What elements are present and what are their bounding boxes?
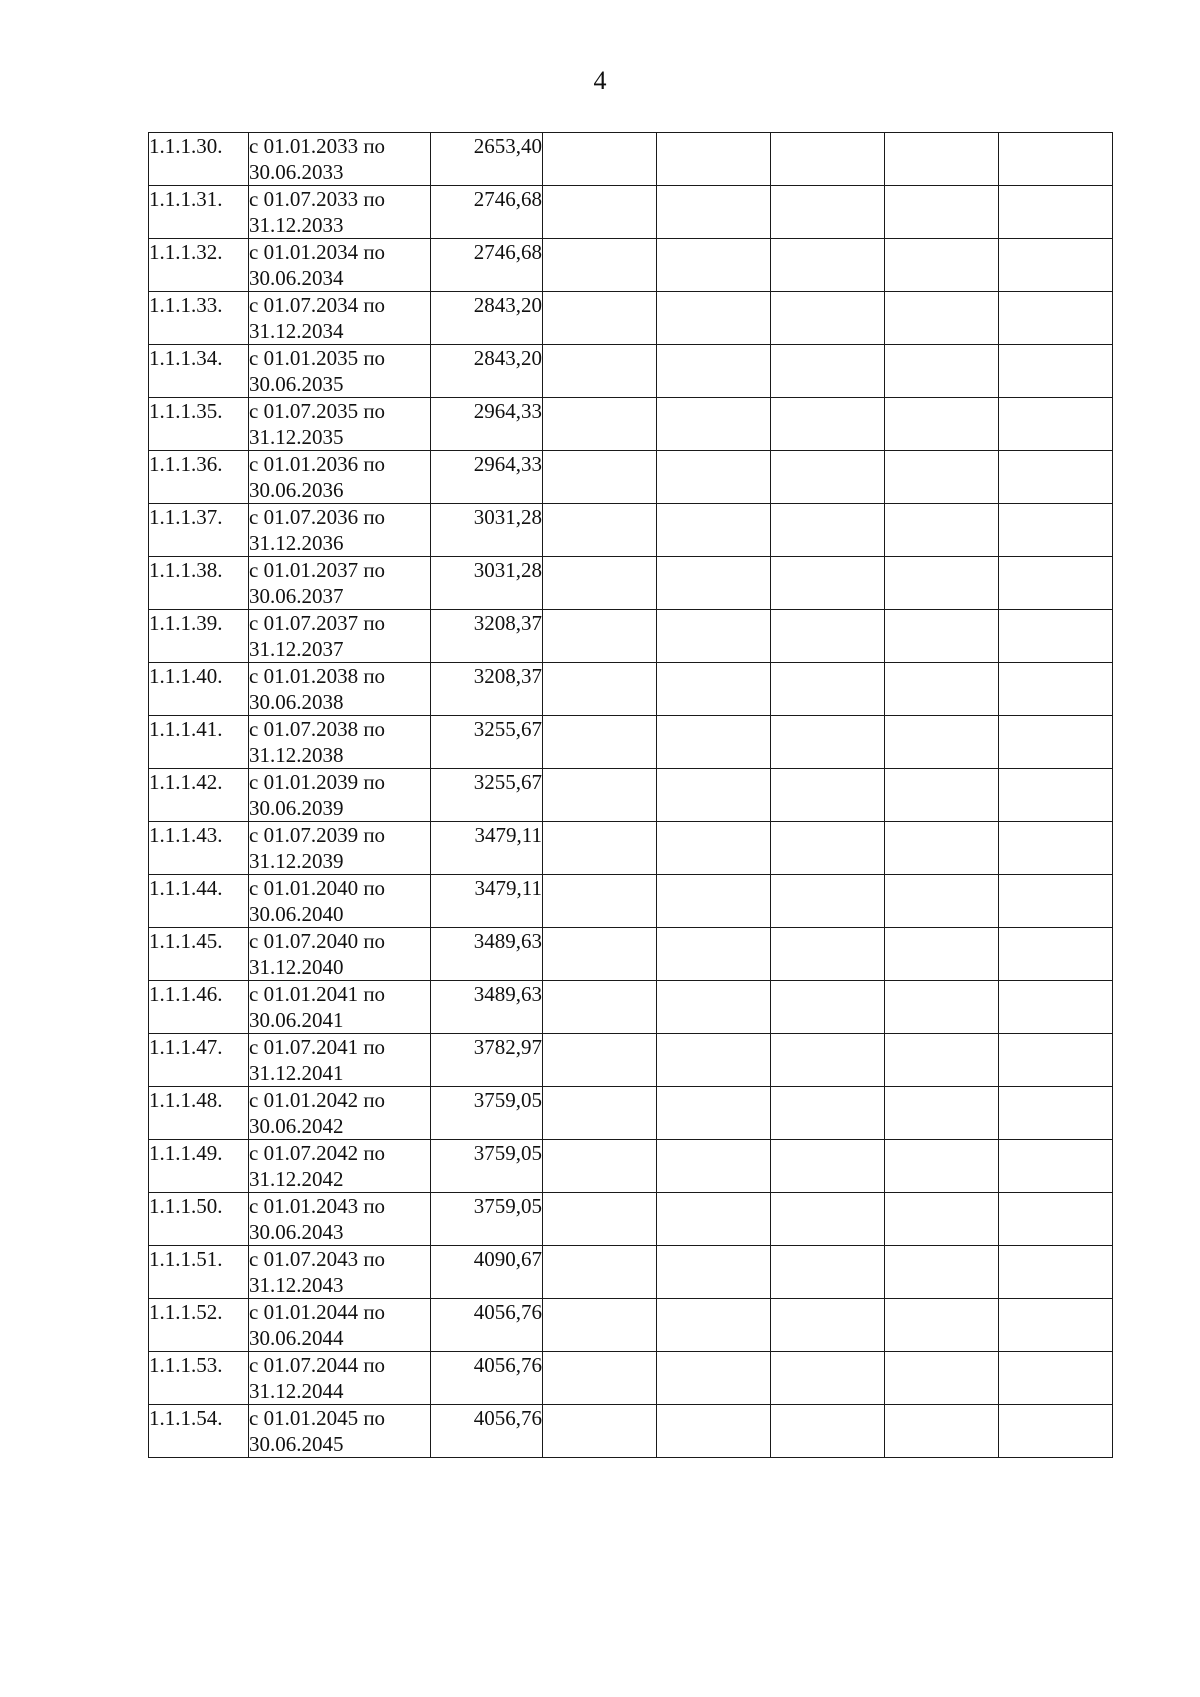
empty-cell bbox=[999, 610, 1113, 663]
empty-cell bbox=[657, 610, 771, 663]
period-start: с 01.01.2034 по bbox=[249, 240, 386, 264]
table-row bbox=[149, 1034, 1113, 1087]
table-row bbox=[149, 1405, 1113, 1458]
value-cell: 3479,11 bbox=[431, 822, 543, 875]
empty-cell bbox=[657, 451, 771, 504]
item-number-cell: 1.1.1.52. bbox=[149, 1299, 249, 1352]
period-start: с 01.07.2037 по bbox=[249, 611, 386, 635]
period-cell bbox=[249, 1246, 431, 1299]
empty-cell bbox=[885, 1246, 999, 1299]
empty-cell bbox=[999, 557, 1113, 610]
value-cell: 3031,28 bbox=[431, 504, 543, 557]
empty-cell bbox=[885, 1405, 999, 1458]
empty-cell bbox=[771, 663, 885, 716]
value-cell: 3208,37 bbox=[431, 663, 543, 716]
empty-cell bbox=[885, 398, 999, 451]
period-end: 30.06.2040 bbox=[249, 902, 344, 926]
empty-cell bbox=[885, 769, 999, 822]
empty-cell bbox=[885, 981, 999, 1034]
period-end: 30.06.2036 bbox=[249, 478, 344, 502]
empty-cell bbox=[543, 504, 657, 557]
value-cell: 2843,20 bbox=[431, 345, 543, 398]
item-number-cell: 1.1.1.48. bbox=[149, 1087, 249, 1140]
empty-cell bbox=[999, 1405, 1113, 1458]
period-cell bbox=[249, 1299, 431, 1352]
empty-cell bbox=[771, 345, 885, 398]
empty-cell bbox=[771, 504, 885, 557]
period-cell bbox=[249, 504, 431, 557]
period-end: 31.12.2044 bbox=[249, 1379, 344, 1403]
period-end: 30.06.2045 bbox=[249, 1432, 344, 1456]
empty-cell bbox=[657, 292, 771, 345]
empty-cell bbox=[543, 186, 657, 239]
period-end: 30.06.2042 bbox=[249, 1114, 344, 1138]
empty-cell bbox=[771, 769, 885, 822]
empty-cell bbox=[999, 239, 1113, 292]
page-number: 4 bbox=[593, 66, 607, 95]
period-start: с 01.07.2043 по bbox=[249, 1247, 386, 1271]
empty-cell bbox=[999, 451, 1113, 504]
empty-cell bbox=[543, 1352, 657, 1405]
period-end: 31.12.2033 bbox=[249, 213, 344, 237]
period-start: с 01.07.2035 по bbox=[249, 399, 386, 423]
empty-cell bbox=[999, 1193, 1113, 1246]
period-start: с 01.01.2043 по bbox=[249, 1194, 386, 1218]
value-cell: 3255,67 bbox=[431, 769, 543, 822]
table-row bbox=[149, 663, 1113, 716]
empty-cell bbox=[657, 186, 771, 239]
value-cell: 3255,67 bbox=[431, 716, 543, 769]
period-end: 31.12.2042 bbox=[249, 1167, 344, 1191]
table-row bbox=[149, 1087, 1113, 1140]
period-cell bbox=[249, 1405, 431, 1458]
item-number-cell: 1.1.1.35. bbox=[149, 398, 249, 451]
table-body bbox=[149, 133, 1113, 1458]
empty-cell bbox=[657, 1246, 771, 1299]
empty-cell bbox=[771, 981, 885, 1034]
item-number-cell: 1.1.1.43. bbox=[149, 822, 249, 875]
item-number-cell: 1.1.1.41. bbox=[149, 716, 249, 769]
value-cell: 2964,33 bbox=[431, 398, 543, 451]
period-start: с 01.01.2042 по bbox=[249, 1088, 386, 1112]
empty-cell bbox=[543, 822, 657, 875]
empty-cell bbox=[657, 981, 771, 1034]
period-cell bbox=[249, 663, 431, 716]
value-cell: 2964,33 bbox=[431, 451, 543, 504]
period-end: 30.06.2033 bbox=[249, 160, 344, 184]
period-start: с 01.01.2045 по bbox=[249, 1406, 386, 1430]
empty-cell bbox=[657, 239, 771, 292]
empty-cell bbox=[771, 1034, 885, 1087]
tariff-table bbox=[148, 132, 1113, 1458]
value-cell: 4056,76 bbox=[431, 1352, 543, 1405]
empty-cell bbox=[771, 133, 885, 186]
value-cell: 3489,63 bbox=[431, 928, 543, 981]
empty-cell bbox=[543, 133, 657, 186]
empty-cell bbox=[543, 610, 657, 663]
period-cell bbox=[249, 1087, 431, 1140]
empty-cell bbox=[885, 1193, 999, 1246]
value-cell: 2843,20 bbox=[431, 292, 543, 345]
period-cell bbox=[249, 1193, 431, 1246]
empty-cell bbox=[885, 928, 999, 981]
table-row bbox=[149, 875, 1113, 928]
empty-cell bbox=[771, 239, 885, 292]
empty-cell bbox=[885, 1087, 999, 1140]
table-row bbox=[149, 769, 1113, 822]
item-number-cell: 1.1.1.47. bbox=[149, 1034, 249, 1087]
value-cell: 4056,76 bbox=[431, 1405, 543, 1458]
empty-cell bbox=[543, 1087, 657, 1140]
empty-cell bbox=[543, 1299, 657, 1352]
value-cell: 3759,05 bbox=[431, 1140, 543, 1193]
value-cell: 3479,11 bbox=[431, 875, 543, 928]
period-start: с 01.07.2042 по bbox=[249, 1141, 386, 1165]
empty-cell bbox=[771, 186, 885, 239]
period-cell bbox=[249, 875, 431, 928]
period-cell bbox=[249, 610, 431, 663]
period-end: 31.12.2035 bbox=[249, 425, 344, 449]
item-number-cell: 1.1.1.44. bbox=[149, 875, 249, 928]
empty-cell bbox=[885, 610, 999, 663]
empty-cell bbox=[885, 1352, 999, 1405]
empty-cell bbox=[543, 981, 657, 1034]
period-cell bbox=[249, 928, 431, 981]
empty-cell bbox=[771, 1299, 885, 1352]
period-end: 30.06.2044 bbox=[249, 1326, 344, 1350]
value-cell: 2653,40 bbox=[431, 133, 543, 186]
empty-cell bbox=[771, 610, 885, 663]
table-row bbox=[149, 1140, 1113, 1193]
empty-cell bbox=[657, 504, 771, 557]
empty-cell bbox=[885, 133, 999, 186]
table-row bbox=[149, 716, 1113, 769]
period-end: 31.12.2038 bbox=[249, 743, 344, 767]
item-number-cell: 1.1.1.31. bbox=[149, 186, 249, 239]
item-number-cell: 1.1.1.53. bbox=[149, 1352, 249, 1405]
period-cell bbox=[249, 716, 431, 769]
empty-cell bbox=[657, 928, 771, 981]
empty-cell bbox=[543, 1193, 657, 1246]
empty-cell bbox=[771, 875, 885, 928]
empty-cell bbox=[657, 1034, 771, 1087]
empty-cell bbox=[543, 1140, 657, 1193]
period-end: 30.06.2043 bbox=[249, 1220, 344, 1244]
period-start: с 01.01.2040 по bbox=[249, 876, 386, 900]
empty-cell bbox=[771, 1140, 885, 1193]
empty-cell bbox=[657, 1193, 771, 1246]
empty-cell bbox=[771, 1405, 885, 1458]
empty-cell bbox=[771, 1087, 885, 1140]
table-row bbox=[149, 557, 1113, 610]
item-number-cell: 1.1.1.45. bbox=[149, 928, 249, 981]
empty-cell bbox=[657, 133, 771, 186]
period-start: с 01.07.2040 по bbox=[249, 929, 386, 953]
period-cell bbox=[249, 239, 431, 292]
item-number-cell: 1.1.1.33. bbox=[149, 292, 249, 345]
table-row bbox=[149, 928, 1113, 981]
value-cell: 2746,68 bbox=[431, 239, 543, 292]
period-cell bbox=[249, 345, 431, 398]
empty-cell bbox=[543, 928, 657, 981]
period-cell bbox=[249, 981, 431, 1034]
empty-cell bbox=[657, 345, 771, 398]
period-cell bbox=[249, 1034, 431, 1087]
empty-cell bbox=[771, 557, 885, 610]
period-end: 30.06.2041 bbox=[249, 1008, 344, 1032]
empty-cell bbox=[999, 769, 1113, 822]
empty-cell bbox=[885, 239, 999, 292]
empty-cell bbox=[885, 504, 999, 557]
empty-cell bbox=[999, 663, 1113, 716]
empty-cell bbox=[543, 875, 657, 928]
item-number-cell: 1.1.1.42. bbox=[149, 769, 249, 822]
empty-cell bbox=[771, 716, 885, 769]
empty-cell bbox=[543, 292, 657, 345]
item-number-cell: 1.1.1.30. bbox=[149, 133, 249, 186]
period-start: с 01.01.2039 по bbox=[249, 770, 386, 794]
empty-cell bbox=[999, 292, 1113, 345]
table-row bbox=[149, 133, 1113, 186]
empty-cell bbox=[771, 1246, 885, 1299]
empty-cell bbox=[771, 398, 885, 451]
empty-cell bbox=[885, 716, 999, 769]
period-cell bbox=[249, 1352, 431, 1405]
empty-cell bbox=[999, 345, 1113, 398]
empty-cell bbox=[657, 716, 771, 769]
item-number-cell: 1.1.1.37. bbox=[149, 504, 249, 557]
empty-cell bbox=[657, 1352, 771, 1405]
table-row bbox=[149, 610, 1113, 663]
period-cell bbox=[249, 769, 431, 822]
period-start: с 01.07.2038 по bbox=[249, 717, 386, 741]
table-row bbox=[149, 186, 1113, 239]
period-cell bbox=[249, 186, 431, 239]
period-end: 31.12.2036 bbox=[249, 531, 344, 555]
value-cell: 2746,68 bbox=[431, 186, 543, 239]
empty-cell bbox=[657, 769, 771, 822]
empty-cell bbox=[543, 1405, 657, 1458]
value-cell: 3031,28 bbox=[431, 557, 543, 610]
period-end: 30.06.2039 bbox=[249, 796, 344, 820]
empty-cell bbox=[543, 557, 657, 610]
empty-cell bbox=[885, 875, 999, 928]
empty-cell bbox=[999, 1299, 1113, 1352]
period-start: с 01.01.2037 по bbox=[249, 558, 386, 582]
table-row bbox=[149, 292, 1113, 345]
empty-cell bbox=[657, 822, 771, 875]
empty-cell bbox=[885, 1034, 999, 1087]
item-number-cell: 1.1.1.38. bbox=[149, 557, 249, 610]
item-number-cell: 1.1.1.32. bbox=[149, 239, 249, 292]
period-start: с 01.07.2033 по bbox=[249, 187, 386, 211]
empty-cell bbox=[771, 1352, 885, 1405]
value-cell: 3759,05 bbox=[431, 1087, 543, 1140]
value-cell: 4056,76 bbox=[431, 1299, 543, 1352]
value-cell: 3759,05 bbox=[431, 1193, 543, 1246]
period-start: с 01.07.2041 по bbox=[249, 1035, 386, 1059]
item-number-cell: 1.1.1.46. bbox=[149, 981, 249, 1034]
empty-cell bbox=[543, 451, 657, 504]
period-end: 30.06.2037 bbox=[249, 584, 344, 608]
period-start: с 01.07.2036 по bbox=[249, 505, 386, 529]
period-end: 31.12.2041 bbox=[249, 1061, 344, 1085]
period-cell bbox=[249, 292, 431, 345]
period-start: с 01.01.2036 по bbox=[249, 452, 386, 476]
empty-cell bbox=[885, 1140, 999, 1193]
empty-cell bbox=[999, 981, 1113, 1034]
empty-cell bbox=[771, 1193, 885, 1246]
empty-cell bbox=[999, 822, 1113, 875]
empty-cell bbox=[657, 1299, 771, 1352]
period-start: с 01.01.2035 по bbox=[249, 346, 386, 370]
empty-cell bbox=[999, 716, 1113, 769]
period-end: 30.06.2035 bbox=[249, 372, 344, 396]
period-start: с 01.07.2034 по bbox=[249, 293, 386, 317]
empty-cell bbox=[543, 1246, 657, 1299]
empty-cell bbox=[999, 186, 1113, 239]
period-end: 31.12.2039 bbox=[249, 849, 344, 873]
period-end: 31.12.2040 bbox=[249, 955, 344, 979]
period-start: с 01.07.2044 по bbox=[249, 1353, 386, 1377]
period-cell bbox=[249, 398, 431, 451]
period-start: с 01.01.2033 по bbox=[249, 134, 386, 158]
table-row bbox=[149, 1299, 1113, 1352]
empty-cell bbox=[543, 1034, 657, 1087]
period-cell bbox=[249, 822, 431, 875]
item-number-cell: 1.1.1.36. bbox=[149, 451, 249, 504]
table-row bbox=[149, 822, 1113, 875]
empty-cell bbox=[999, 1246, 1113, 1299]
table-row bbox=[149, 1352, 1113, 1405]
period-end: 30.06.2038 bbox=[249, 690, 344, 714]
period-cell bbox=[249, 1140, 431, 1193]
value-cell: 3208,37 bbox=[431, 610, 543, 663]
item-number-cell: 1.1.1.40. bbox=[149, 663, 249, 716]
table-row bbox=[149, 1193, 1113, 1246]
empty-cell bbox=[999, 398, 1113, 451]
period-end: 30.06.2034 bbox=[249, 266, 344, 290]
empty-cell bbox=[999, 1087, 1113, 1140]
item-number-cell: 1.1.1.54. bbox=[149, 1405, 249, 1458]
empty-cell bbox=[543, 663, 657, 716]
empty-cell bbox=[885, 292, 999, 345]
value-cell: 3489,63 bbox=[431, 981, 543, 1034]
empty-cell bbox=[999, 1140, 1113, 1193]
table-row bbox=[149, 398, 1113, 451]
empty-cell bbox=[543, 398, 657, 451]
item-number-cell: 1.1.1.50. bbox=[149, 1193, 249, 1246]
item-number-cell: 1.1.1.39. bbox=[149, 610, 249, 663]
empty-cell bbox=[885, 663, 999, 716]
item-number-cell: 1.1.1.49. bbox=[149, 1140, 249, 1193]
value-cell: 4090,67 bbox=[431, 1246, 543, 1299]
table-row bbox=[149, 981, 1113, 1034]
empty-cell bbox=[543, 239, 657, 292]
period-cell bbox=[249, 451, 431, 504]
period-start: с 01.01.2038 по bbox=[249, 664, 386, 688]
empty-cell bbox=[543, 769, 657, 822]
period-cell bbox=[249, 557, 431, 610]
value-cell: 3782,97 bbox=[431, 1034, 543, 1087]
empty-cell bbox=[771, 451, 885, 504]
empty-cell bbox=[657, 875, 771, 928]
empty-cell bbox=[999, 928, 1113, 981]
item-number-cell: 1.1.1.34. bbox=[149, 345, 249, 398]
period-end: 31.12.2043 bbox=[249, 1273, 344, 1297]
empty-cell bbox=[999, 875, 1113, 928]
period-start: с 01.01.2044 по bbox=[249, 1300, 386, 1324]
empty-cell bbox=[771, 292, 885, 345]
empty-cell bbox=[885, 1299, 999, 1352]
empty-cell bbox=[543, 716, 657, 769]
period-cell bbox=[249, 133, 431, 186]
period-start: с 01.01.2041 по bbox=[249, 982, 386, 1006]
empty-cell bbox=[999, 1352, 1113, 1405]
empty-cell bbox=[885, 451, 999, 504]
table-row bbox=[149, 504, 1113, 557]
empty-cell bbox=[657, 1087, 771, 1140]
empty-cell bbox=[543, 345, 657, 398]
empty-cell bbox=[657, 1140, 771, 1193]
empty-cell bbox=[771, 822, 885, 875]
empty-cell bbox=[657, 663, 771, 716]
period-end: 31.12.2037 bbox=[249, 637, 344, 661]
empty-cell bbox=[657, 1405, 771, 1458]
empty-cell bbox=[999, 504, 1113, 557]
empty-cell bbox=[657, 398, 771, 451]
empty-cell bbox=[999, 133, 1113, 186]
empty-cell bbox=[885, 557, 999, 610]
period-start: с 01.07.2039 по bbox=[249, 823, 386, 847]
empty-cell bbox=[885, 186, 999, 239]
table-row bbox=[149, 451, 1113, 504]
period-end: 31.12.2034 bbox=[249, 319, 344, 343]
empty-cell bbox=[885, 345, 999, 398]
table-row bbox=[149, 345, 1113, 398]
empty-cell bbox=[999, 1034, 1113, 1087]
empty-cell bbox=[885, 822, 999, 875]
empty-cell bbox=[657, 557, 771, 610]
empty-cell bbox=[771, 928, 885, 981]
item-number-cell: 1.1.1.51. bbox=[149, 1246, 249, 1299]
table-row bbox=[149, 1246, 1113, 1299]
table-row bbox=[149, 239, 1113, 292]
